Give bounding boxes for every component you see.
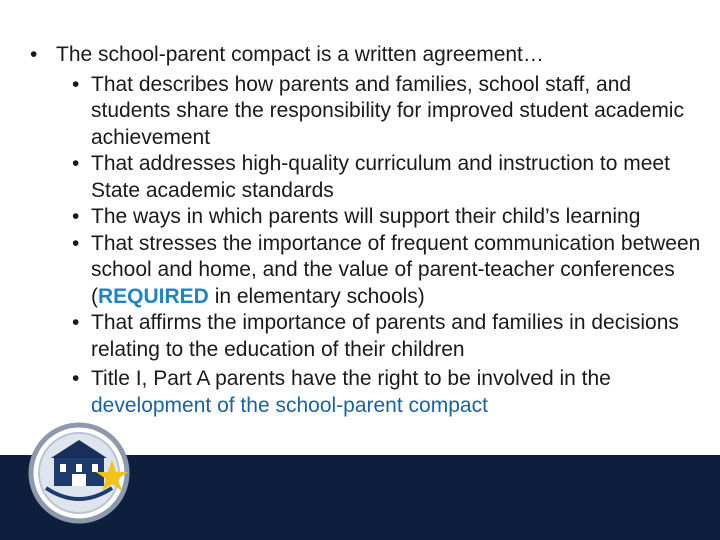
bullet-compact-definition [28,42,708,69]
bullet-text-after: in elementary schools) [208,284,425,308]
bullet-mark: • [72,72,80,96]
bullet-mark: • [30,43,38,66]
bullet-text-before: Title I, Part A parents have the right to be involved in the [91,367,611,390]
bullet-mark: • [72,205,80,228]
bullet-mark: • [72,311,80,334]
bullet-mark: • [72,152,80,175]
bullet-title-one-rights [28,366,708,419]
bullet-text: That describes how parents and families, school staff, and students share the responsibility for improved student academic achievement [91,72,684,149]
bullet-text: The ways in which parents will support their child’s learning [91,205,641,228]
bullet-text: That addresses high-quality curriculum and instruction to meet State academic standards [91,152,670,202]
bullet-mark: • [72,231,80,255]
bullet-text: The school-parent compact is a written agreement… [56,43,544,66]
sub-bullet-parent-support [28,204,708,231]
required-highlight: REQUIRED [98,284,209,308]
bullet-text-before: That stresses the importance of frequent communication between school and home, and the value of parent-teacher conferences ( [91,231,701,308]
bullet-text: That affirms the importance of parents and families in decisions relating to the education of their children [91,311,679,361]
sub-bullet-shared-responsibility [28,72,708,152]
slide-content [28,42,708,422]
school-emblem-icon [24,418,134,528]
bullet-mark: • [72,367,80,390]
sub-bullet-decisions [28,310,708,363]
sub-bullet-communication [28,231,708,311]
sub-bullet-curriculum [28,151,708,204]
compact-development-highlight: development of the school-parent compact [91,393,488,417]
